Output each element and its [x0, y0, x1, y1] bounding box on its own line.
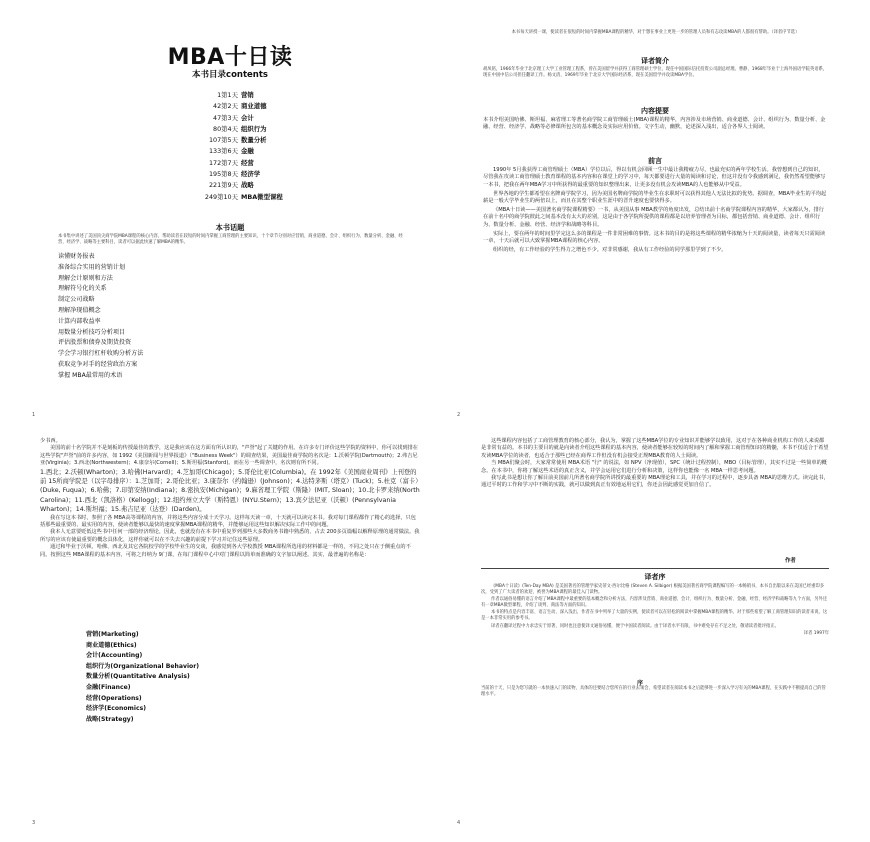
- toc-subject: 金融: [241, 147, 254, 156]
- toc-subject: 战略: [241, 181, 254, 190]
- body-paragraph: 1.西北；2.沃顿(Wharton)；3.哈佛(Harvard)；4.芝加哥(Chicago)；5.哥伦比亚(Columbia)。在 1992年《美国商业周刊》上刊登的前 15所商学院是（以字母排序）：1.芝加哥；2.哥伦比亚；3.康奈尔（约翰逊）(Johnson)；4.达特茅斯（塔克）(Tuck)；5.杜克（富卡）(Duke, Fuqua)；6.哈佛；7.印第安纳(Indiana)；8.密执安(Michigan)；9.麻省理工学院（斯隆）(MIT, Sloan)；10.北卡罗来纳(North Carolina)；11.西北（凯洛格）(Kellogg)；12.纽约州立大学（斯特恩）(NYU.Stern)；13.宾夕法尼亚（沃顿）(Pennsylvania Wharton)；14.斯坦福；15.弗吉尼亚（达登）(Darden)。: [40, 468, 420, 514]
- toc-row[interactable]: [180, 90, 380, 101]
- body-paragraph: 我本人无意要贬低这些书中任何一部的经济理论，因此，也就没有在本书中重复罗列那些大多数商务书籍中熟悉的、占去 200多页篇幅以解释原理的通常做法。我所写的应该有使最重要的概念具体化，这样你就可以在不失去兴趣的前提下学习并记住这些原理。: [40, 529, 420, 543]
- page-number: 2: [457, 412, 461, 418]
- toc-row[interactable]: [180, 146, 380, 157]
- section-divider: [481, 568, 829, 569]
- body-paragraph: 译者在翻译过程中力求忠实于原著，同时也注意使译文通俗易懂，便于中国读者阅读。由于译者水平有限，书中难免存在不足之处，敬请读者批评指正。: [491, 623, 779, 629]
- preface-heading: 前言: [648, 157, 662, 165]
- table-of-contents: [180, 90, 380, 203]
- list-item: 战略(Strategy): [86, 715, 134, 723]
- list-item: 学会学习银行杠杆收购分析方法: [58, 350, 144, 358]
- preface-paragraph: 1990年 5月我获得工商管理硕士（MBA）学位以后，得以有机会回顾一生中最让我精疲力尽，也最充实的两年学校生活。我曾想到自己的知识，尽管我在攻读工商管理硕士教育课程的基本内容和在课堂上的学习中，每天都要进行大量的阅读和讨论，但这并没有令我感到满足，我仍然希望能够写一本书，把我在两年MBA学习中所获得的最重要的知识整理出来，让更多没有机会攻读MBA的人也能够从中受益。: [483, 167, 826, 188]
- list-item: 理解会计原则和方法: [58, 274, 113, 282]
- list-item: 用数量分析技巧分析项目: [58, 328, 126, 336]
- toc-subject: MBA微型课程: [241, 192, 283, 201]
- toc-row[interactable]: [180, 135, 380, 146]
- toc-subject: 数量分析: [241, 136, 267, 145]
- toc-day: 249第10天: [204, 192, 238, 201]
- translator-signature: 译者 1997年: [803, 630, 829, 636]
- page-number: 3: [32, 820, 36, 826]
- contents-subtitle: 本书目录contents: [192, 70, 268, 80]
- section-mark: 序: [637, 680, 644, 687]
- list-item: 计算内部收益率: [58, 317, 101, 325]
- preface-paragraph: 实际上，要在两年的时间里学完这么多的课程是一件非常困难的事情。这本书的目的是将这些课程的精华浓缩为十天的阅读量，读者每天只需阅读一章，十天后就可以大致掌握MBA课程的核心内容。: [483, 230, 826, 245]
- body-paragraph: 作者以通俗易懂的语言介绍了MBA课程中最重要的基本概念和分析方法，内容涉及营销、商业道德、会计、组织行为、数量分析、金融、经营、经济学和战略等九个方面，另外还有一章MBA微型课程，介绍了谈判、商法等方面的知识。: [481, 597, 828, 609]
- body-paragraph: 这些课程内容包括了工商管理教育的核心部分，我认为，掌握了这些MBA学位的专业知识并能够学以致用，这对于在各种商业机构工作的人来说都是非常有益的。本书的主要目的就是向读者介绍这些课程的基本内容，使读者能够在较短的时间内了解和掌握工商管理知识的精髓，本书不仅适合于希望攻读MBA学位的读者，也适合于那些已经在商界工作但没有机会接受正规MBA教育的人士阅读。: [481, 438, 829, 459]
- topics-list: [58, 252, 358, 382]
- toc-row[interactable]: [180, 158, 380, 169]
- toc-day: 42第2天: [213, 102, 238, 111]
- top-note: 本书每天讲授一课，使读者在很短的时间内掌握MBA课程的精华，对于想在事业上更进一步的管理人员和有志攻读MBA的人都很有帮助。（译者序节选）: [511, 30, 800, 35]
- translator-heading: 译者简介: [641, 57, 669, 65]
- toc-subject: 组织行为: [241, 124, 267, 133]
- list-item: 会计(Accounting): [86, 652, 143, 660]
- toc-row[interactable]: [180, 101, 380, 112]
- list-item: 经营(Operations): [86, 694, 142, 702]
- page-toc: [30, 26, 430, 426]
- body-paragraph: 少书西。: [40, 438, 61, 444]
- preface-paragraph: 《MBA十日读——美国著名商学院课程精要》一书，从美国从事 MBA教学的角度出发，总结出前十名商学院课程内容的精华，大家都认为，排行在前十名中的商学院彼此之间基本没有太大的差别，这是由于各学院所提供的课程都是以培养管理者为目标，都包括营销、商业道德、会计、组织行为、数量分析、金融、经营、经济学和战略等科目。: [483, 207, 824, 228]
- list-item: 理解符号化的关系: [58, 285, 107, 293]
- page-schools: [30, 434, 430, 834]
- list-item: 营销(Marketing): [86, 631, 139, 638]
- list-item: 经济学(Economics): [86, 705, 147, 713]
- list-item: 制定公司战略: [58, 296, 95, 304]
- list-item: 评估股票和债券及期货投资: [58, 339, 132, 347]
- toc-subject: 会计: [241, 113, 254, 122]
- list-item: 掌握 MBA最常用的术语: [58, 371, 123, 379]
- body-paragraph: 《MBA十日读》(Ten-Day MBA) 是美国著名的管理学家史蒂文·西尔比格 (Steven A. Silbiger) 根据美国著名商学院课程编写的一本畅销书，本书自出版以来在美国已经重印多次，受到了广大读者的欢迎，被誉为MBA课程的最佳入门读物。: [481, 584, 825, 596]
- author-signature: 作者: [785, 558, 796, 564]
- toc-day: 107第5天: [208, 136, 238, 145]
- page-preface: [455, 26, 855, 426]
- body-paragraph: 我在写这本书时，参照了各 MBA高等课程的内容，并将这些内容分成十天学习。这样每天读一章，十天就可以读完本书。我对每门课程都作了精心的选择，只包括那些最重要的、最实用的内容，使读者能够以最快的速度掌握MBA课程的精华，并能够运用这些知识解决实际工作中的问题。: [40, 514, 416, 529]
- preface-continued: [481, 438, 829, 490]
- body-paragraph: 本书的特点是内容丰富、语言生动、深入浅出，作者在书中列举了大量的实例，使读者可以在轻松的阅读中掌握MBA课程的精华。对于那些希望了解工商管理知识的读者来说，这是一本非常实用的参考书。: [481, 610, 828, 622]
- closing-note: 当前的十天，只是为您写就的一本快速入门的读物，具体的还要结合您所在的行业去领会，希望读者在阅读本书之后能够进一步深入学习有关的MBA课程，在实践中不断提高自己的管理水平。: [481, 686, 826, 698]
- body-paragraph: 美国的前十名学院并不是刻板的传授最佳的教学，这是我应该在这方面有所认识的，"声誉"起了关键的作用。在许多专门评价这些学院的资料中，你可以找到排在这些学院"声誉"前的许多内容，如 1992《美国新闻与世界报道》（"Business Week"）的调查结果，美国最佳商学院的名次是：1.沃顿学院(Dartmouth)；2.弗吉尼亚(Virginia)；3.西北(Northwestern)；4.康奈尔(Cornell)；5.斯坦福(Stanford)。而在另一些调查中，名次则有所不同。: [40, 445, 418, 467]
- subjects-list: [86, 630, 336, 725]
- topics-heading: 本书话题: [215, 223, 245, 232]
- toc-day: 221第9天: [208, 181, 238, 190]
- toc-day: 47第3天: [213, 113, 238, 122]
- preface-body: [483, 167, 828, 256]
- toc-row[interactable]: [180, 113, 380, 124]
- toc-day: 133第6天: [208, 147, 238, 156]
- toc-subject: 营销: [241, 91, 254, 99]
- preface-paragraph: 组织的经，有工作经验的学生得力之增色不少。对非常感谢，我从有工作经验的同学那里学到了不少。: [493, 247, 727, 254]
- toc-day: 1第1天: [217, 91, 238, 99]
- toc-row[interactable]: [180, 180, 380, 191]
- toc-row[interactable]: [180, 169, 380, 180]
- translator-preface-heading: 译者序: [644, 573, 666, 581]
- toc-row[interactable]: [180, 124, 380, 135]
- translator-preface-body: [481, 584, 829, 638]
- list-item: 准备综合实用的营销计划: [58, 263, 126, 271]
- summary-heading: 内容提要: [641, 107, 669, 115]
- toc-subject: 经营: [241, 158, 254, 167]
- body-paragraph: 我写此书是想让你了解目前美国前几所著名商学院所讲授的最重要的 MBA理论和工具，并在学习的过程中，逐步具备 MBA的思维方式。读完此书，通过平时的工作和学习中不断的实践，就可以做到真正有效地运用它们，你还会因此感觉更加自信了。: [481, 475, 829, 489]
- list-item: 商业道德(Ethics): [86, 641, 137, 649]
- list-item: 获取竞争对手的经营政治方案: [58, 360, 138, 368]
- summary-text: 本书介绍美国哈佛、斯坦福、麻省理工等著名商学院工商管理硕士(MBA)课程的精华，内容涉及市场营销、商业道德、会计、组织行为、数量分析、金融、经营、经济学、战略等必修课所包含的基本概念及实际应用价值。文字生动，幽默，论述深入浅出，适合各界人士阅读。: [483, 117, 826, 131]
- list-item: 理解净现值概念: [58, 306, 101, 314]
- page-number: 1: [32, 412, 36, 418]
- toc-day: 172第7天: [208, 158, 238, 167]
- list-item: 组织行为(Organizational Behavior): [86, 662, 200, 670]
- book-title: MBA十日读: [167, 45, 293, 70]
- page-number: 4: [457, 820, 461, 826]
- topics-intro-text: 本书集中讲述了美国顶尖商学院MBA课程的核心内容，帮助读者在较短的时间内掌握工商管理的主要知识，十个章节分别对应营销、商业道德、会计、组织行为、数量分析、金融、经营、经济学、战略等主要科目，读者可以据此快速了解MBA的精华。: [58, 234, 403, 246]
- translator-bio: 胡凤铭，1966年毕业于北京理工大学工业管理工程系，曾在美国留学并获得工商管理硕士学位，现任中国国际信托投资公司副总经理。曹静，1968年毕业于上海外国语学院英语系，现在中国中信公司担任翻译工作。杨文清，1969年毕业于北京大学国际经济系，现在美国留学并攻读MBA学位。: [483, 67, 828, 79]
- toc-subject: 经济学: [241, 170, 261, 179]
- schools-body: [40, 438, 420, 559]
- page-translator-preface: [455, 434, 855, 834]
- list-item: 数量分析(Quantitative Analysis): [86, 673, 190, 681]
- preface-paragraph: 世界各地的学生都希望在名牌商学院学习，因为美国名牌商学院的毕业生在求职时可以获得其他人无法比拟的优势。据调查，MBA毕业生的平均起薪是一般大学毕业生的两倍以上，而且在其整个职业生涯中的晋升速度也要快得多。: [483, 190, 827, 205]
- body-paragraph: 通过和毕业于沃顿、哈佛、西北及其它各院校学的学校毕业生的交谈，我感觉到各大学校教授 MBA课程所选用的材料都是一样的，不同之处只在于侧重点的不同。按照这些 MBA课程的基本内容，可将之归纳为 9门课，在每门课程中心中对门课程以简单而准确的文字加以阐述。其实，最普遍的名称是：: [40, 544, 411, 558]
- list-item: 金融(Finance): [86, 683, 131, 691]
- list-item: 读懂财务报表: [58, 253, 95, 260]
- toc-row[interactable]: [180, 192, 380, 203]
- toc-day: 195第8天: [208, 170, 238, 179]
- toc-subject: 商业道德: [241, 102, 267, 111]
- toc-day: 80第4天: [213, 124, 238, 133]
- body-paragraph: 当 MBA们聚会时，大家常常使用 MBA术语 "行" 的说法，如 NPV（净现值），SPC（统计过程控制），MBO（目标管理），其实不过是一些简单的概念。在本书中，你将了解这些术语的真正含义，并学会运用它们进行分析和决策，这样你也能像一名 MBA一样思考问题。: [481, 460, 827, 474]
